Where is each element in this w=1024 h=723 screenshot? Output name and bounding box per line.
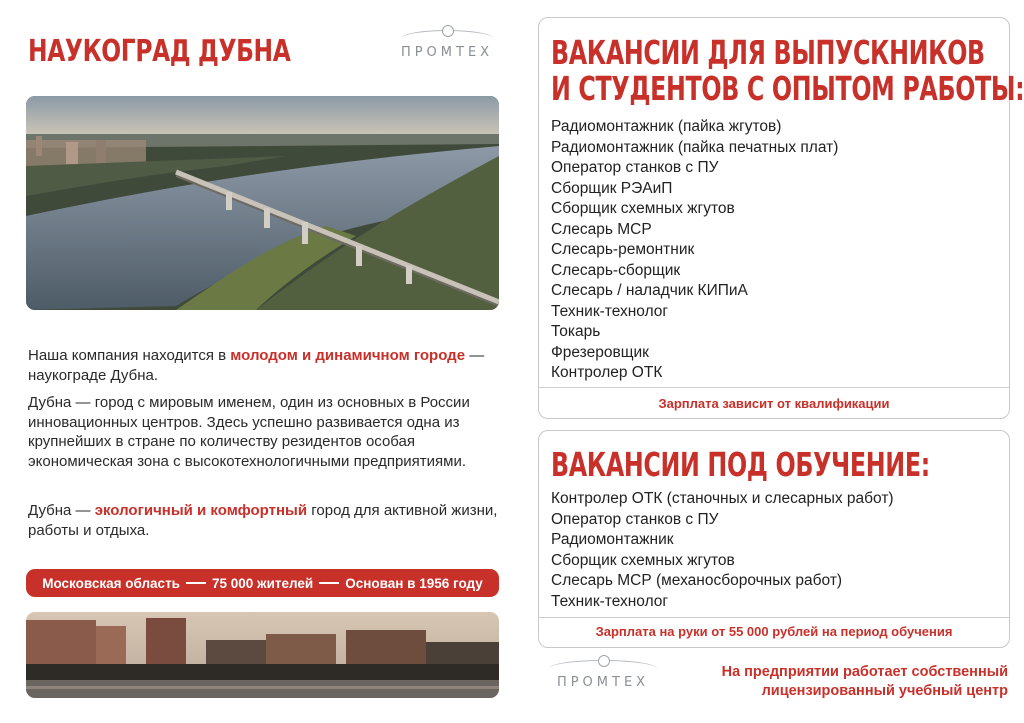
graduate-vacancies-card [538,17,1024,419]
list-item: Сборщик схемных жгутов [551,551,735,569]
list-item: Радиомонтажник (пайка жгутов) [551,118,782,135]
list-item: Слесарь / наладчик КИПиА [551,282,748,299]
card-divider [539,617,1009,618]
training-vacancies-card [538,430,1010,648]
training-salary-note: Зарплата на руки от 55 000 рублей на период обучения [595,624,953,639]
page-title: НАУКОГРАД ДУБНА [28,34,291,69]
list-item: Радиомонтажник [551,531,674,548]
city-facts-bar [26,569,499,597]
promtech-logo [392,30,502,60]
intro-text-end: — наукограде Дубна. [28,347,485,384]
list-item: Оператор станков с ПУ [551,510,719,528]
training-vacancies-title: ВАКАНСИИ ПОД ОБУЧЕНИЕ: [551,445,930,484]
fact-separator [319,582,339,584]
fact-founded: Основан в 1956 году [345,575,483,591]
ecology-text-start: Дубна — [28,502,95,519]
promtech-logo-footer [538,660,668,690]
training-note-line2: лицензированный учебный центр [761,683,1008,699]
list-item: Слесарь МСР [551,220,652,238]
list-item: Техник-технолог [551,592,669,610]
logo-text: ПРОМТЕХ [400,45,494,60]
city-skyline-photo [26,612,499,698]
list-item: Контролер ОТК (станочных и слесарных работ) [551,490,894,507]
list-item: Сборщик РЭАиП [551,179,673,197]
training-center-note [722,663,1008,701]
ecology-highlight: экологичный и комфортный [94,502,308,519]
ecology-text-end: город для активной жизни, работы и отдыха. [28,502,498,539]
training-vacancies-list [551,489,894,612]
graduate-title-line2: И СТУДЕНТОВ С ОПЫТОМ РАБОТЫ: [551,69,1024,108]
list-item: Сборщик схемных жгутов [551,200,735,217]
river-bridge-photo [26,96,499,310]
fact-population: 75 000 жителей [211,575,314,591]
graduate-title-line1: ВАКАНСИИ ДЛЯ ВЫПУСКНИКОВ [551,33,985,72]
city-description-paragraph: Дубна — город с мировым именем, один из основных в России инновационных центров. Здесь успешно развивается одна из крупнейших в стране по количеству резидентов особая экономическая зона с высокотехнологичными предприятиями. [28,394,470,470]
list-item: Оператор станков с ПУ [551,159,719,176]
logo-emblem-icon [598,655,610,667]
card-divider [539,387,1009,388]
list-item: Радиомонтажник (пайка печатных плат) [551,138,839,156]
list-item: Контролер ОТК [551,364,663,381]
logo-text: ПРОМТЕХ [556,675,650,690]
list-item: Фрезеровщик [551,343,649,361]
intro-paragraph [28,346,508,385]
fact-region: Московская область [42,575,180,591]
city-skyline-illustration [26,612,499,698]
list-item: Токарь [551,323,601,340]
list-item: Слесарь-сборщик [551,261,681,279]
graduate-vacancies-list [551,117,838,384]
list-item: Слесарь-ремонтник [551,241,695,258]
intro-text-start: Наша компания находится в [28,347,231,364]
graduate-salary-note: Зарплата зависит от квалификации [658,396,890,411]
logo-emblem-icon [442,25,454,37]
graduate-vacancies-title [551,35,1024,107]
training-note-line1: На предприятии работает собственный [721,664,1008,680]
list-item: Техник-технолог [551,302,669,320]
list-item: Слесарь МСР (механосборочных работ) [551,572,843,589]
fact-separator [186,582,206,584]
ecology-paragraph [28,501,498,540]
river-bridge-illustration [26,96,499,310]
intro-highlight: молодом и динамичном городе [230,347,466,364]
